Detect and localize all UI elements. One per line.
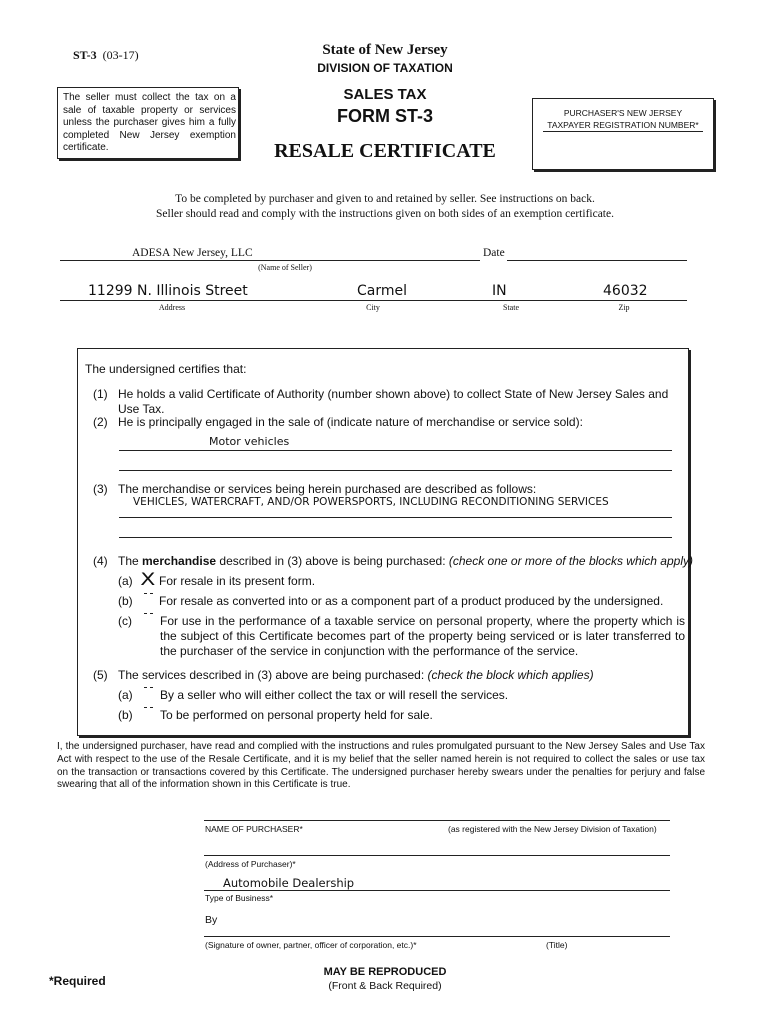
seller-name-line bbox=[60, 260, 480, 261]
division-name: DIVISION OF TAXATION bbox=[317, 61, 453, 75]
city-field[interactable]: Carmel bbox=[357, 283, 408, 299]
opt-a-text: For resale in its present form. bbox=[159, 574, 316, 588]
registration-label-line1: PURCHASER'S NEW JERSEY bbox=[563, 108, 683, 118]
item5-italic: (check the block which applies) bbox=[427, 668, 594, 682]
item3-line-1 bbox=[119, 517, 672, 518]
business-type-label: Type of Business* bbox=[205, 893, 274, 903]
seller-name-caption: (Name of Seller) bbox=[258, 263, 312, 272]
registration-number-box[interactable] bbox=[532, 98, 714, 170]
item2-field[interactable]: Motor vehicles bbox=[209, 435, 290, 448]
seller-note-text: The seller must collect the tax on a sale of taxable property or services unless the purchaser gives him a fully completed New Jersey exemption certificate. bbox=[63, 92, 236, 153]
address-line bbox=[60, 300, 687, 301]
form-code-id: ST-3 bbox=[73, 48, 97, 62]
opt5b-label: (b) bbox=[118, 708, 133, 722]
opt-c-label: (c) bbox=[118, 614, 132, 628]
cert-intro: The undersigned certifies that: bbox=[85, 362, 247, 376]
item2-text: He is principally engaged in the sale of (indicate nature of merchandise or service sold): bbox=[118, 415, 583, 429]
purchaser-name-note: (as registered with the New Jersey Division of Taxation) bbox=[448, 824, 657, 834]
opt-b-label: (b) bbox=[118, 594, 133, 608]
opt-c-text: For use in the performance of a taxable service on personal property, where the property which is the subject of this Certificate becomes part of the property being serviced or is later transferred to the purchaser of the service in conjunction with the performance of the service. bbox=[160, 614, 685, 658]
opt5a-label: (a) bbox=[118, 688, 133, 702]
item4-number: (4) bbox=[93, 554, 108, 568]
certification-box bbox=[77, 348, 693, 736]
item3-field[interactable]: VEHICLES, WATERCRAFT, AND/OR POWERSPORTS, INCLUDING RECONDITIONING SERVICES bbox=[133, 496, 609, 508]
required-note: *Required bbox=[49, 974, 106, 988]
seller-note-box bbox=[57, 87, 239, 159]
purchaser-address-label: (Address of Purchaser)* bbox=[205, 859, 296, 869]
item4-pre: The bbox=[118, 554, 143, 568]
item5-text bbox=[118, 668, 594, 683]
intro-line-1: To be completed by purchaser and given to and retained by seller. See instructions on back. bbox=[175, 193, 595, 205]
opt-c-checkbox[interactable] bbox=[144, 613, 153, 617]
opt5b-text: To be performed on personal property held for sale. bbox=[160, 708, 433, 722]
form-name-heading: FORM ST-3 bbox=[336, 106, 433, 126]
opt5b-checkbox[interactable] bbox=[144, 707, 153, 711]
date-line bbox=[507, 260, 687, 261]
item5-number: (5) bbox=[93, 668, 108, 682]
item3-line-2 bbox=[119, 537, 672, 538]
may-be-reproduced: MAY BE REPRODUCED bbox=[323, 966, 447, 978]
state-name: State of New Jersey bbox=[322, 42, 448, 58]
date-label: Date bbox=[483, 247, 505, 259]
zip-field[interactable]: 46032 bbox=[603, 283, 648, 299]
form-code bbox=[73, 48, 139, 63]
seller-name-field[interactable]: ADESA New Jersey, LLC bbox=[132, 247, 253, 259]
business-type-field[interactable]: Automobile Dealership bbox=[223, 876, 355, 890]
opt-a-label: (a) bbox=[118, 574, 133, 588]
sales-tax-heading: SALES TAX bbox=[343, 86, 427, 103]
opt-a-checkbox[interactable]: X bbox=[140, 570, 156, 590]
item4-post: described in (3) above is being purchased: bbox=[216, 554, 449, 568]
item2-line-1 bbox=[119, 450, 672, 451]
address-field[interactable]: 11299 N. Illinois Street bbox=[88, 283, 248, 299]
item2-number: (2) bbox=[93, 415, 108, 429]
page-title: RESALE CERTIFICATE bbox=[274, 140, 496, 162]
date-field[interactable] bbox=[510, 247, 685, 260]
opt-b-checkbox[interactable] bbox=[144, 593, 153, 597]
opt5a-text: By a seller who will either collect the tax or will resell the services. bbox=[160, 688, 509, 702]
front-back-required: (Front & Back Required) bbox=[328, 980, 442, 992]
business-type-line bbox=[204, 890, 670, 891]
purchaser-name-line bbox=[204, 820, 670, 821]
item1-text: He holds a valid Certificate of Authority (number shown above) to collect State of New Jersey Sales and Use Tax. bbox=[118, 387, 669, 416]
state-caption: State bbox=[503, 303, 519, 312]
item4-italic: (check one or more of the blocks which apply) bbox=[448, 554, 693, 568]
signature-line bbox=[204, 936, 670, 937]
by-label: By bbox=[205, 914, 218, 926]
opt-b-text: For resale as converted into or as a component part of a product produced by the undersigned. bbox=[159, 594, 664, 608]
purchaser-address-line bbox=[204, 855, 670, 856]
form-revision: (03-17) bbox=[102, 48, 139, 62]
opt5a-checkbox[interactable] bbox=[144, 687, 153, 691]
signature-label: (Signature of owner, partner, officer of corporation, etc.)* bbox=[205, 940, 417, 950]
item2-line-2 bbox=[119, 470, 672, 471]
item5-main: The services described in (3) above are being purchased: bbox=[118, 668, 428, 682]
item4-bold: merchandise bbox=[142, 554, 217, 568]
state-field[interactable]: IN bbox=[492, 283, 507, 299]
title-label: (Title) bbox=[546, 940, 568, 950]
address-caption: Address bbox=[158, 303, 186, 312]
purchaser-name-label: NAME OF PURCHASER* bbox=[205, 824, 303, 834]
registration-label-underline bbox=[543, 131, 703, 132]
declaration-text: I, the undersigned purchaser, have read and complied with the instructions and rules promulgated pursuant to the New Jersey Sales and Use Tax Act with respect to the use of the Resale Certificate, and it is my belief that the seller named herein is not required to collect the sales or use tax on the transaction or transactions covered by this Certificate. The undersigned purchaser hereby swears under the penalties for perjury and false swearing that all of the information shown in this Certificate is true. bbox=[57, 741, 705, 791]
intro-line-2: Seller should read and comply with the instructions given on both sides of an exemption certificate. bbox=[156, 208, 614, 220]
item3-text: The merchandise or services being herein purchased are described as follows: bbox=[118, 482, 537, 496]
item4-text bbox=[118, 554, 693, 569]
city-caption: City bbox=[366, 303, 380, 312]
zip-caption: Zip bbox=[618, 303, 630, 312]
registration-label-line2: TAXPAYER REGISTRATION NUMBER* bbox=[547, 120, 699, 130]
item3-number: (3) bbox=[93, 482, 108, 496]
item1-number: (1) bbox=[93, 387, 108, 401]
